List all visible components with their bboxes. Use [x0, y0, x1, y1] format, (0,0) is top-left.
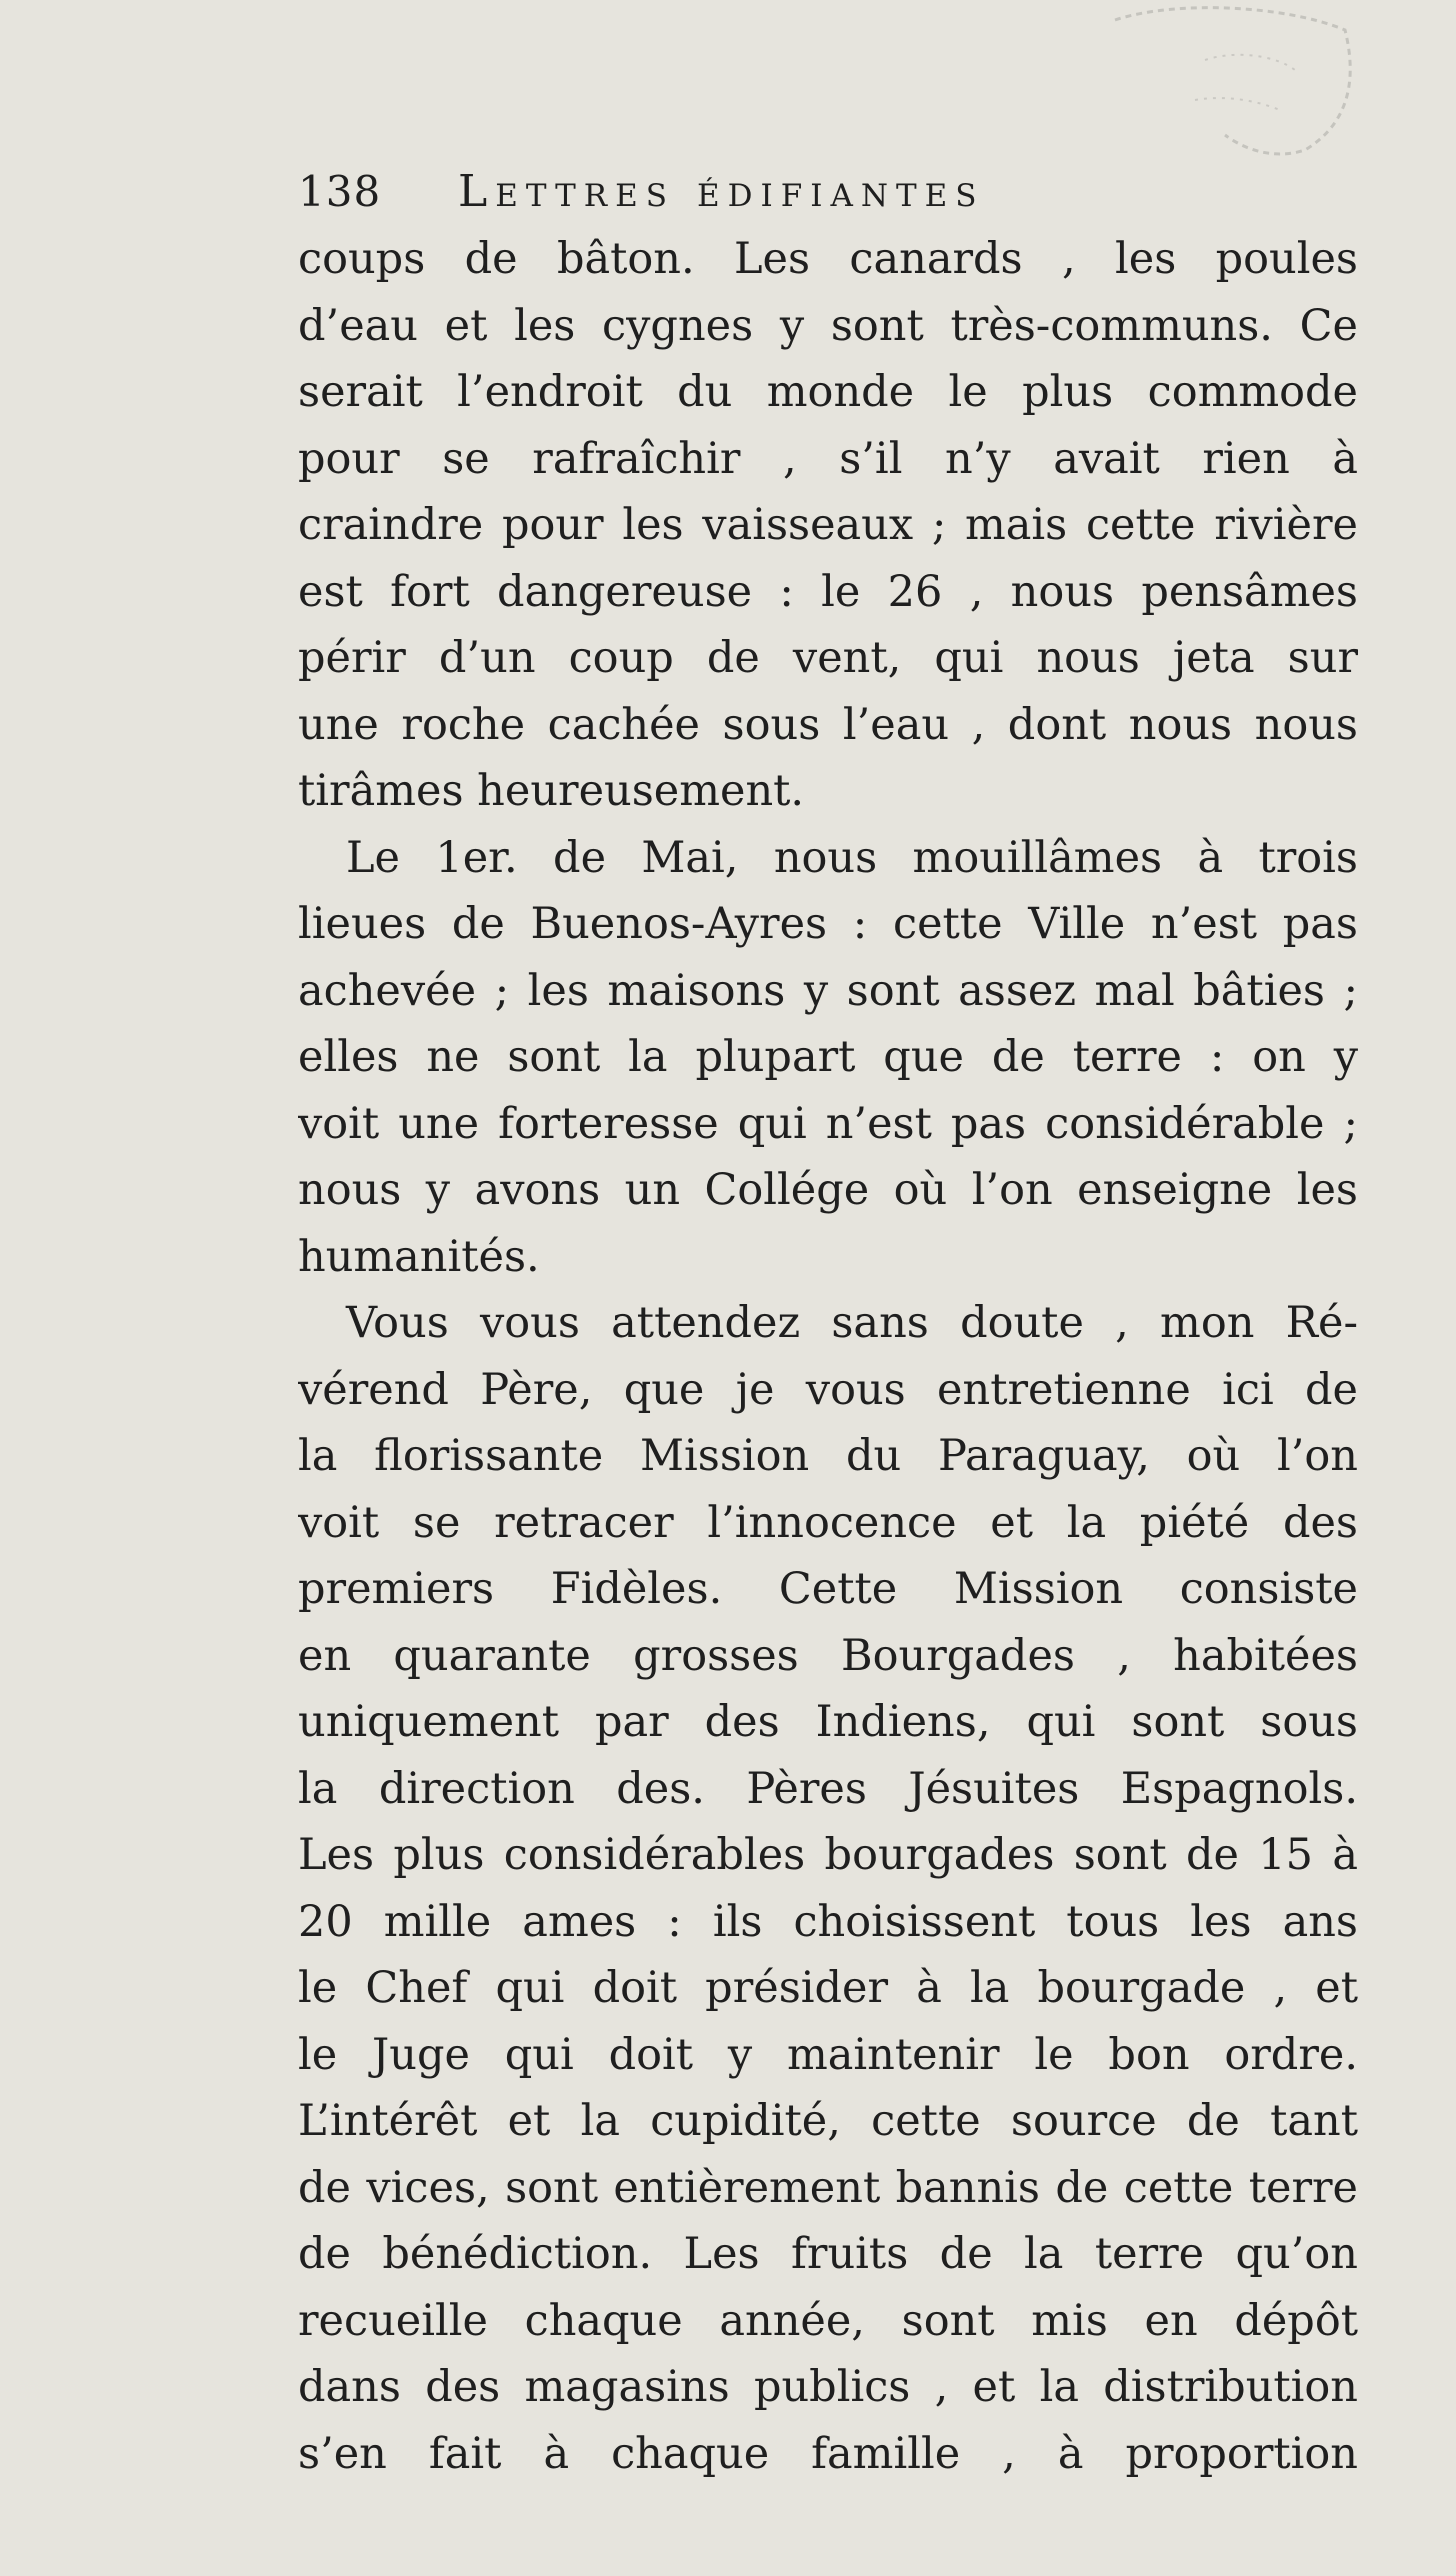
- text-line: une roche cachée sous l’eau , dont nous nous: [298, 699, 1358, 750]
- text-line: 20 mille ames : ils choisissent tous les ans: [298, 1896, 1358, 1947]
- text-line: le Juge qui doit y maintenir le bon ordre.: [298, 2029, 1358, 2080]
- library-stamp-mark: [1055, 0, 1365, 165]
- text-line: coups de bâton. Les canards , les poules: [298, 234, 1358, 284]
- text-line: est fort dangereuse : le 26 , nous pensâmes: [298, 566, 1358, 617]
- text-line: achevée ; les maisons y sont assez mal bâties ;: [298, 965, 1358, 1016]
- text-line: d’eau et les cygnes y sont très-communs. Ce: [298, 300, 1358, 351]
- text-line: la florissante Mission du Paraguay, où l’on: [298, 1431, 1358, 1481]
- text-line: Les plus considérables bourgades sont de 15 à: [298, 1830, 1358, 1880]
- text-line: L’intérêt et la cupidité, cette source de tant: [298, 2096, 1358, 2146]
- text-line: recueille chaque année, sont mis en dépôt: [298, 2295, 1358, 2346]
- text-line: pour se rafraîchir , s’il n’y avait rien à: [298, 433, 1358, 484]
- text-line: de bénédiction. Les fruits de la terre qu’on: [298, 2229, 1358, 2279]
- text-line: premiers Fidèles. Cette Mission consiste: [298, 1564, 1358, 1614]
- text-line: dans des magasins publics , et la distribution: [298, 2362, 1358, 2412]
- text-line: elles ne sont la plupart que de terre : on y: [298, 1032, 1358, 1082]
- running-head: Lettres édifiantes: [458, 166, 985, 217]
- text-line: de vices, sont entièrement bannis de cette terre: [298, 2162, 1358, 2213]
- text-line: craindre pour les vaisseaux ; mais cette rivière: [298, 500, 1358, 550]
- text-line: lieues de Buenos-Ayres : cette Ville n’est pas: [298, 899, 1358, 949]
- text-line: humanités.: [298, 1231, 540, 1282]
- page-number: 138: [298, 167, 382, 216]
- text-line: en quarante grosses Bourgades , habitées: [298, 1630, 1358, 1681]
- text-line: périr d’un coup de vent, qui nous jeta sur: [298, 633, 1358, 683]
- text-line: voit se retracer l’innocence et la piété des: [298, 1497, 1358, 1548]
- text-line: vérend Père, que je vous entretienne ici de: [298, 1364, 1358, 1415]
- text-line: s’en fait à chaque famille , à proportion: [298, 2428, 1358, 2479]
- text-line: Vous vous attendez sans doute , mon Ré-: [346, 1298, 1358, 1348]
- text-line: la direction des. Pères Jésuites Espagnols.: [298, 1763, 1358, 1814]
- text-line: tirâmes heureusement.: [298, 766, 805, 816]
- text-line: Le 1er. de Mai, nous mouillâmes à trois: [346, 832, 1358, 883]
- text-line: le Chef qui doit présider à la bourgade , et: [298, 1963, 1358, 2013]
- body-text: [298, 226, 1358, 2487]
- text-line: uniquement par des Indiens, qui sont sous: [298, 1697, 1358, 1747]
- text-line: voit une forteresse qui n’est pas considérable ;: [298, 1098, 1358, 1149]
- text-line: nous y avons un Collége où l’on enseigne les: [298, 1165, 1358, 1215]
- text-line: serait l’endroit du monde le plus commode: [298, 367, 1358, 417]
